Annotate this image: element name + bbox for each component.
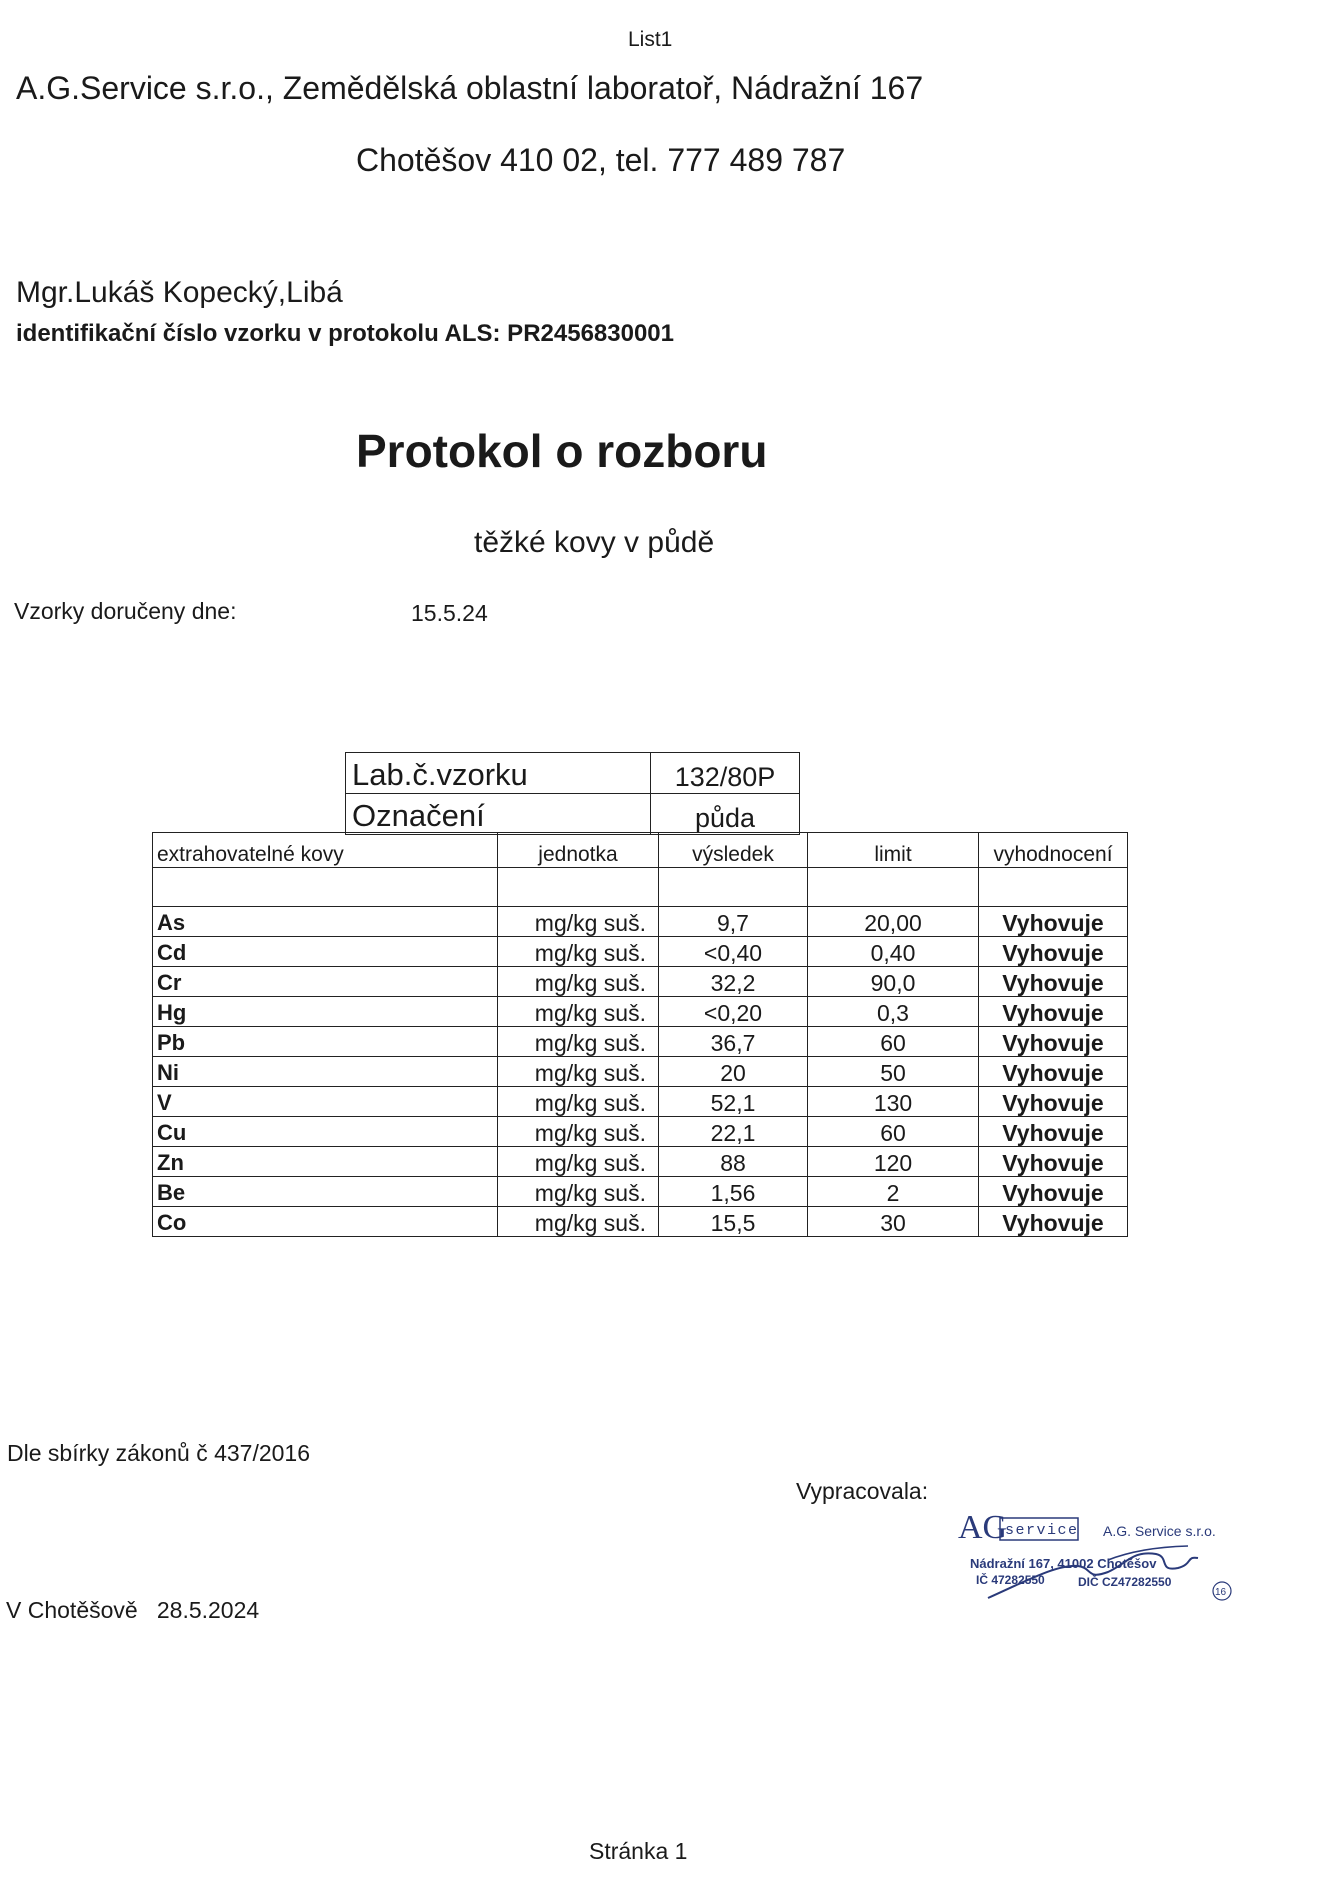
stamp-company: A.G. Service s.r.o. (1103, 1523, 1216, 1539)
result-cell: 1,56 (659, 1177, 808, 1207)
result-cell: 36,7 (659, 1027, 808, 1057)
delivered-label: Vzorky doručeny dne: (14, 598, 237, 624)
table-row (153, 907, 1128, 937)
header-metals: extrahovatelné kovy (153, 833, 498, 868)
element-cell: Cd (153, 937, 498, 967)
unit-cell: mg/kg suš. (498, 997, 659, 1027)
table-row (153, 937, 1128, 967)
header-limit: limit (808, 833, 979, 868)
sample-identification: identifikační číslo vzorku v protokolu ALS: PR2456830001 (16, 320, 674, 347)
company-stamp (958, 1502, 1258, 1602)
limit-cell: 2 (808, 1177, 979, 1207)
evaluation-cell: Vyhovuje (979, 1057, 1128, 1087)
client-name: Mgr.Lukáš Kopecký,Libá (16, 276, 343, 309)
evaluation-cell: Vyhovuje (979, 1177, 1128, 1207)
results-table (152, 832, 1128, 1237)
table-row (153, 1087, 1128, 1117)
unit-cell: mg/kg suš. (498, 907, 659, 937)
element-cell: Co (153, 1207, 498, 1237)
blank-cell (979, 868, 1128, 907)
stamp-dic: DIČ CZ47282550 (1078, 1575, 1172, 1589)
evaluation-cell: Vyhovuje (979, 1087, 1128, 1117)
limit-cell: 130 (808, 1087, 979, 1117)
page-subtitle: těžké kovy v půdě (474, 526, 715, 559)
table-row (153, 1177, 1128, 1207)
table-row (153, 1147, 1128, 1177)
result-cell: <0,40 (659, 937, 808, 967)
header-result: výsledek (659, 833, 808, 868)
result-cell: <0,20 (659, 997, 808, 1027)
evaluation-cell: Vyhovuje (979, 1147, 1128, 1177)
header-evaluation: vyhodnocení (979, 833, 1128, 868)
delivered-date: 15.5.24 (411, 600, 488, 626)
limit-cell: 20,00 (808, 907, 979, 937)
unit-cell: mg/kg suš. (498, 967, 659, 997)
element-cell: Be (153, 1177, 498, 1207)
unit-cell: mg/kg suš. (498, 1177, 659, 1207)
unit-cell: mg/kg suš. (498, 937, 659, 967)
limit-cell: 0,3 (808, 997, 979, 1027)
limit-cell: 0,40 (808, 937, 979, 967)
evaluation-cell: Vyhovuje (979, 967, 1128, 997)
unit-cell: mg/kg suš. (498, 1117, 659, 1147)
sample-info-row (346, 753, 800, 794)
table-row (153, 1027, 1128, 1057)
limit-cell: 120 (808, 1147, 979, 1177)
page-number: Stránka 1 (589, 1838, 688, 1864)
address-line: Chotěšov 410 02, tel. 777 489 787 (356, 142, 846, 178)
table-row (153, 1207, 1128, 1237)
blank-cell (498, 868, 659, 907)
prepared-by-label: Vypracovala: (796, 1478, 929, 1504)
results-header-row (153, 833, 1128, 868)
limit-cell: 60 (808, 1117, 979, 1147)
place-date: V Chotěšově 28.5.2024 (6, 1597, 260, 1623)
designation-value: půda (651, 794, 800, 835)
page-title: Protokol o rozboru (356, 425, 768, 477)
company-line: A.G.Service s.r.o., Zemědělská oblastní laboratoř, Nádražní 167 (16, 70, 924, 106)
result-cell: 52,1 (659, 1087, 808, 1117)
element-cell: Pb (153, 1027, 498, 1057)
limit-cell: 50 (808, 1057, 979, 1087)
stamp-logo-word: service (1005, 1522, 1079, 1539)
table-row (153, 967, 1128, 997)
unit-cell: mg/kg suš. (498, 1087, 659, 1117)
unit-cell: mg/kg suš. (498, 1027, 659, 1057)
result-cell: 88 (659, 1147, 808, 1177)
blank-cell (659, 868, 808, 907)
blank-cell (808, 868, 979, 907)
evaluation-cell: Vyhovuje (979, 1207, 1128, 1237)
law-reference: Dle sbírky zákonů č 437/2016 (7, 1440, 311, 1466)
element-cell: Ni (153, 1057, 498, 1087)
stamp-address: Nádražní 167, 41002 Chotěšov (970, 1556, 1157, 1571)
result-cell: 20 (659, 1057, 808, 1087)
sheet-name: List1 (628, 28, 673, 51)
lab-number-label: Lab.č.vzorku (346, 753, 651, 794)
table-row (153, 1057, 1128, 1087)
element-cell: V (153, 1087, 498, 1117)
evaluation-cell: Vyhovuje (979, 1117, 1128, 1147)
stamp-ic: IČ 47282550 (976, 1573, 1045, 1587)
blank-cell (153, 868, 498, 907)
element-cell: As (153, 907, 498, 937)
result-cell: 32,2 (659, 967, 808, 997)
sample-info-row (346, 794, 800, 835)
lab-number-value: 132/80P (651, 753, 800, 794)
element-cell: Hg (153, 997, 498, 1027)
limit-cell: 30 (808, 1207, 979, 1237)
evaluation-cell: Vyhovuje (979, 997, 1128, 1027)
sample-info-table (345, 752, 800, 835)
designation-label: Označení (346, 794, 651, 835)
element-cell: Cr (153, 967, 498, 997)
evaluation-cell: Vyhovuje (979, 907, 1128, 937)
result-cell: 22,1 (659, 1117, 808, 1147)
result-cell: 15,5 (659, 1207, 808, 1237)
element-cell: Zn (153, 1147, 498, 1177)
header-unit: jednotka (498, 833, 659, 868)
evaluation-cell: Vyhovuje (979, 1027, 1128, 1057)
unit-cell: mg/kg suš. (498, 1147, 659, 1177)
stamp-number: 16 (1215, 1587, 1227, 1598)
unit-cell: mg/kg suš. (498, 1207, 659, 1237)
evaluation-cell: Vyhovuje (979, 937, 1128, 967)
limit-cell: 90,0 (808, 967, 979, 997)
table-row (153, 1117, 1128, 1147)
unit-cell: mg/kg suš. (498, 1057, 659, 1087)
table-row (153, 997, 1128, 1027)
stamp-logo: AG (958, 1509, 1008, 1546)
limit-cell: 60 (808, 1027, 979, 1057)
result-cell: 9,7 (659, 907, 808, 937)
blank-row (153, 868, 1128, 907)
element-cell: Cu (153, 1117, 498, 1147)
